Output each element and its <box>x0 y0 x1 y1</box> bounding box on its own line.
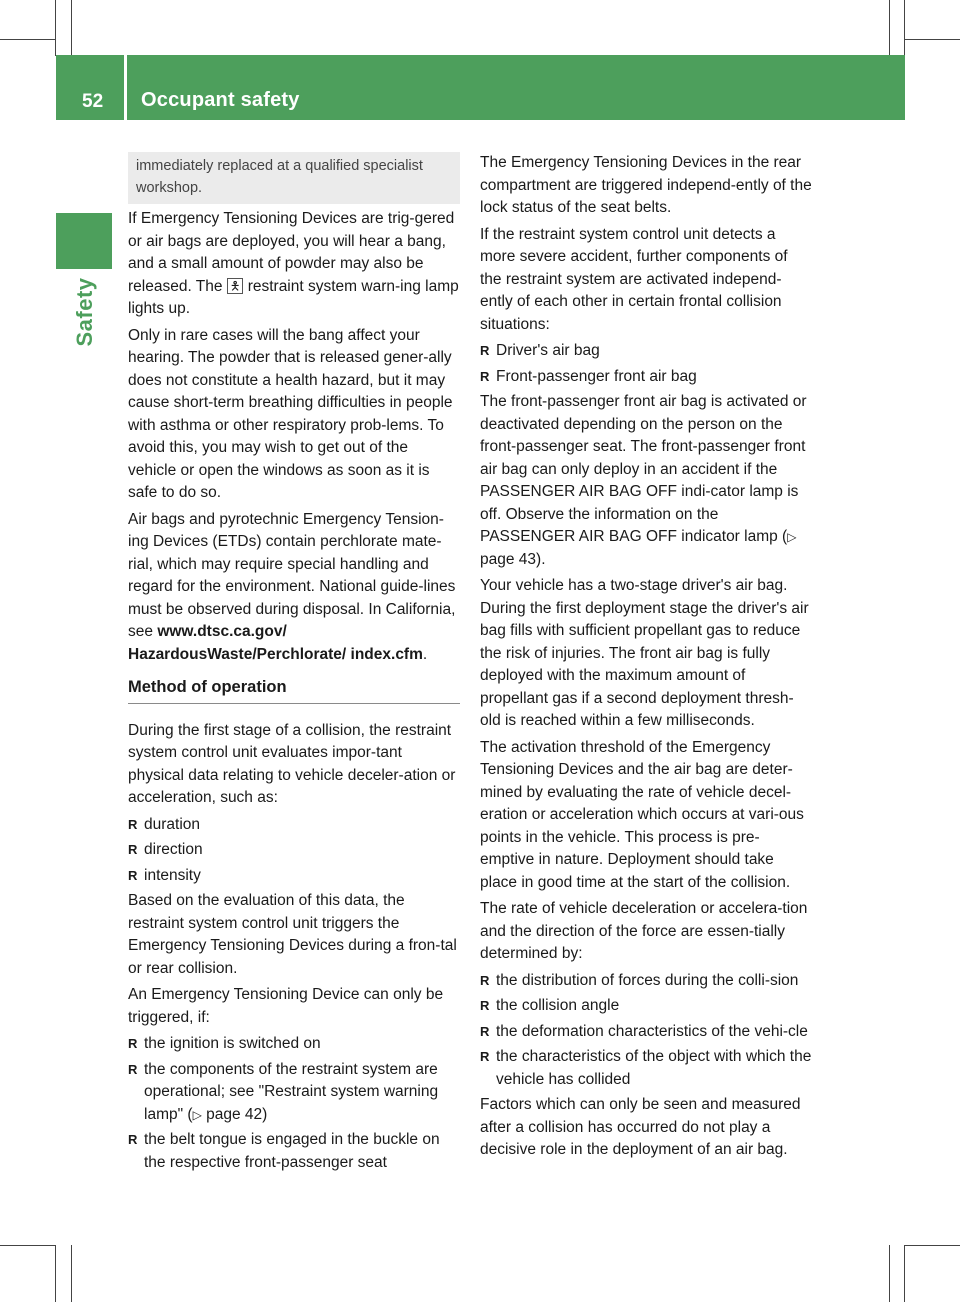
paragraph <box>128 208 460 321</box>
note-box: immediately replaced at a qualified specialist workshop. <box>128 152 460 204</box>
page-title: Occupant safety <box>141 89 300 111</box>
page-number: 52 <box>82 91 104 112</box>
list-item <box>480 1021 812 1044</box>
crop-mark <box>71 1245 72 1302</box>
paragraph-text: . <box>422 645 428 663</box>
paragraph: The rate of vehicle deceleration or accelera-tion and the direction of the force are essen-tially determined by: <box>480 900 808 962</box>
bullet-icon: R <box>480 998 490 1013</box>
paragraph <box>480 391 812 571</box>
page-ref-icon: ▷ <box>192 1107 202 1122</box>
list-item-text: the collision angle <box>496 997 620 1014</box>
crop-mark <box>889 1245 890 1302</box>
list-item <box>480 366 812 389</box>
list-item-text: ) <box>262 1105 268 1123</box>
bullet-icon: R <box>128 1036 138 1051</box>
restraint-warning-icon: 🯅 <box>227 278 244 294</box>
bullet-icon: R <box>480 1049 490 1064</box>
list-item-text: the characteristics of the object with which the vehicle has collided <box>496 1048 812 1088</box>
bullet-icon: R <box>480 972 490 988</box>
crop-mark <box>71 0 72 56</box>
crop-mark <box>0 1245 56 1246</box>
paragraph: The activation threshold of the Emergency Tensioning Devices and the air bag are deter-mined by evaluating the rate of vehicle decel-eration or acceleration which occurs at vari-ous points in the vehicle. This process is pre-emptive in nature. Deployment should take place in good time at the start of the collision. <box>480 738 804 891</box>
right-column <box>480 152 812 1166</box>
list-item-text: the deformation characteristics of the vehi-cle <box>496 1022 808 1040</box>
list-item <box>480 340 812 363</box>
list-item <box>128 1129 460 1174</box>
paragraph-text: If Emergency Tensioning Devices are trig-gered or air bags are deployed, you will hear a bang, and a small amount of powder may also be released. The <box>128 210 455 295</box>
paragraph: Only in rare cases will the bang affect your hearing. The powder that is released gener-ally does not constitute a health hazard, but it may cause short-term breathing difficulties in people with asthma or other respiratory prob-lems. To avoid this, you may wish to get out of the vehicle or open the windows as soon as it is safe to do so. <box>128 326 453 501</box>
list-item-text: Driver's air bag <box>496 342 600 359</box>
list-item <box>128 814 460 837</box>
list-item-text: the ignition is switched on <box>144 1035 321 1052</box>
crop-mark <box>889 0 890 56</box>
perchlorate-link[interactable]: www.dtsc.ca.gov/ HazardousWaste/Perchlorate/ index.cfm <box>128 623 423 663</box>
section-heading: Method of operation <box>128 676 460 704</box>
left-column <box>128 152 460 1177</box>
section-tab-block <box>56 213 112 269</box>
section-tab-label: Safety <box>72 277 97 347</box>
crop-mark <box>904 0 905 56</box>
paragraph-text: Air bags and pyrotechnic Emergency Tension-ing Devices (ETDs) contain perchlorate mate-rial, which may require special handling and regard for the environment. National guide-lines must be observed during disposal. In California, see <box>128 510 456 640</box>
list-item <box>480 970 812 993</box>
page-ref-icon: ▷ <box>787 530 797 544</box>
list-item <box>128 1033 460 1056</box>
list-item-text: the belt tongue is engaged in the buckle on the respective front-passenger seat <box>144 1131 440 1171</box>
list-item <box>128 1059 460 1127</box>
crop-mark <box>0 39 56 40</box>
bullet-icon: R <box>128 1132 138 1147</box>
paragraph-text: restraint system warn-ing lamp lights up. <box>128 277 459 317</box>
list-item-text: intensity <box>144 866 201 884</box>
list-item <box>480 995 812 1018</box>
list-item-text: the distribution of forces during the colli-sion <box>496 971 799 989</box>
header-divider <box>124 55 127 120</box>
crop-mark <box>904 39 960 40</box>
paragraph: If the restraint system control unit detects a more severe accident, further components of the restraint system are activated independ-ently of each other in certain frontal collision situations: <box>480 225 788 333</box>
paragraph: During the first stage of a collision, the restraint system control unit evaluates impor-tant physical data relating to vehicle deceler-ation or acceleration, such as: <box>128 721 456 806</box>
bullet-icon: R <box>480 343 490 358</box>
list-item-text: Front-passenger front air bag <box>496 367 697 385</box>
bullet-icon: R <box>128 867 138 883</box>
page-ref-link[interactable]: page 42 <box>206 1105 263 1123</box>
list-item <box>128 865 460 888</box>
bullet-icon: R <box>128 842 138 857</box>
list-item <box>480 1046 812 1091</box>
list-item-text: duration <box>144 815 201 833</box>
page-ref-link[interactable]: page 43 <box>480 550 537 568</box>
crop-mark <box>904 1245 960 1246</box>
paragraph-text: ). <box>536 550 546 568</box>
paragraph: The Emergency Tensioning Devices in the rear compartment are triggered independ-ently of the lock status of the seat belts. <box>480 154 812 216</box>
paragraph-text: The front-passenger front air bag is activated or deactivated depending on the person on the front-passenger seat. The front-passenger front air bag can only deploy in an accident if the PASSENGER AIR BAG OFF indi-cator lamp is off. Observe the information on the PASSENGER AIR BAG OFF indicator lamp ( <box>480 393 807 545</box>
bullet-icon: R <box>128 1061 138 1077</box>
crop-mark <box>55 0 56 56</box>
paragraph <box>128 509 460 667</box>
crop-mark <box>55 1245 56 1302</box>
list-item-text: direction <box>144 841 203 858</box>
paragraph: Your vehicle has a two-stage driver's air bag. During the first deployment stage the driver's air bag fills with sufficient propellant gas to reduce the risk of injuries. The front air bag is fully deployed with the maximum amount of propellant gas if a second deployment thresh-old is reached within a few milliseconds. <box>480 577 809 729</box>
paragraph: An Emergency Tensioning Device can only be triggered, if: <box>128 986 444 1026</box>
paragraph: Factors which can only be seen and measured after a collision has occurred do not play a decisive role in the deployment of an air bag. <box>480 1096 801 1158</box>
bullet-icon: R <box>128 816 138 832</box>
list-item <box>128 839 460 862</box>
bullet-icon: R <box>480 1023 490 1039</box>
list-item-text: the components of the restraint system are operational; see "Restraint system warning lamp" ( <box>144 1060 439 1123</box>
crop-mark <box>904 1245 905 1302</box>
bullet-icon: R <box>480 368 490 384</box>
paragraph: Based on the evaluation of this data, the restraint system control unit triggers the Emergency Tensioning Devices during a fron-tal or rear collision. <box>128 892 457 977</box>
